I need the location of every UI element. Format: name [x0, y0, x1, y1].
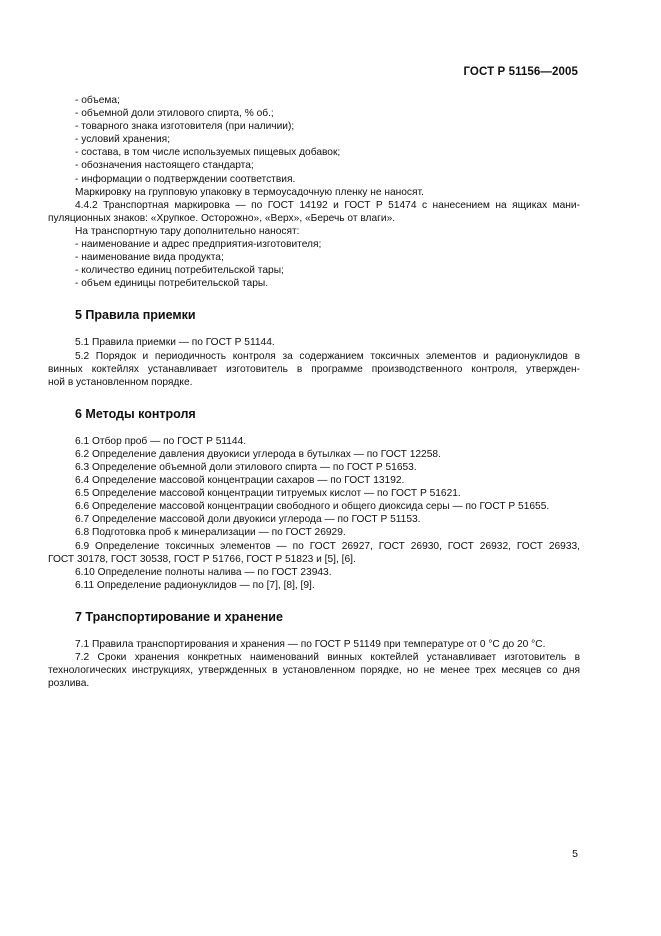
method-item: 6.4 Определение массовой концентрации сахаров — по ГОСТ 13192.: [75, 475, 405, 487]
paragraph-group-pack: Маркировку на групповую упаковку в термоусадочную пленку не наносят.: [75, 186, 424, 198]
method-item: 6.3 Определение объемной доли этилового спирта — по ГОСТ Р 51653.: [75, 461, 417, 473]
list-item: - количество единиц потребительской тары;: [75, 265, 284, 277]
list-item: - наименование и адрес предприятия-изготовителя;: [75, 239, 322, 251]
paragraph-transport-intro: На транспортную тару дополнительно наносят:: [75, 225, 300, 237]
paragraph-7-2-line3: розлива.: [48, 678, 90, 690]
list-item: - наименование вида продукта;: [75, 252, 224, 264]
paragraph-7-2-line2: технологических инструкциях, утвержденных в установленном порядке, но не менее трех месяцев со дня: [48, 665, 580, 677]
method-item: 6.8 Подготовка проб к минерализации — по ГОСТ 26929.: [75, 527, 346, 539]
paragraph-4-4-2-line1: 4.4.2 Транспортная маркировка — по ГОСТ 14192 и ГОСТ Р 51474 с нанесением на ящиках мани-: [75, 199, 580, 211]
method-item: 6.7 Определение массовой доли двуокиси углерода — по ГОСТ Р 51153.: [75, 514, 421, 526]
section-6-heading: 6 Методы контроля: [75, 406, 196, 421]
paragraph-4-4-2-line2: пуляционных знаков: «Хрупкое. Осторожно», «Верх», «Беречь от влаги».: [48, 212, 396, 224]
section-5-heading: 5 Правила приемки: [75, 308, 196, 323]
page-number: 5: [572, 848, 578, 860]
list-item: - состава, в том числе используемых пищевых добавок;: [75, 147, 341, 159]
list-item: - обозначения настоящего стандарта;: [75, 160, 254, 172]
paragraph-7-2-line1: 7.2 Сроки хранения конкретных наименований винных коктейлей устанавливает изготовитель в: [75, 652, 580, 663]
method-item: 6.6 Определение массовой концентрации свободного и общего диоксида серы — по ГОСТ Р 51655.: [75, 501, 550, 513]
paragraph-6-9-line2: ГОСТ 30178, ГОСТ 30538, ГОСТ Р 51766, ГОСТ Р 51823 и [5], [6].: [48, 553, 356, 565]
transport-list: [48, 238, 580, 290]
document-header-id: ГОСТ Р 51156—2005: [463, 66, 578, 78]
method-item: 6.1 Отбор проб — по ГОСТ Р 51144.: [75, 435, 247, 447]
list-item: - объем единицы потребительской тары.: [75, 278, 269, 290]
paragraph-6-10: 6.10 Определение полноты налива — по ГОСТ 23943.: [75, 566, 332, 578]
list-item: - объемной доли этилового спирта, % об.;: [75, 108, 274, 120]
method-item: 6.5 Определение массовой концентрации титруемых кислот — по ГОСТ Р 51621.: [75, 488, 461, 500]
list-item: - объема;: [75, 95, 120, 106]
section-7-heading: 7 Транспортирование и хранение: [75, 609, 283, 624]
paragraph-5-2-line3: ной в установленном порядке.: [48, 376, 193, 388]
paragraph-5-1: 5.1 Правила приемки — по ГОСТ Р 51144.: [75, 337, 275, 349]
labeling-list: [48, 94, 580, 186]
paragraph-6-11: 6.11 Определение радионуклидов — по [7], [8], [9].: [75, 579, 315, 591]
paragraph-5-2-line1: 5.2 Порядок и периодичность контроля за содержанием токсичных элементов и радионуклидов в: [75, 350, 580, 362]
list-item: - информации о подтверждении соответствия.: [75, 173, 296, 185]
document-body: [48, 94, 580, 690]
method-item: 6.2 Определение давления двуокиси углерода в бутылках — по ГОСТ 12258.: [75, 448, 441, 460]
paragraph-6-9-line1: 6.9 Определение токсичных элементов — по ГОСТ 26927, ГОСТ 26930, ГОСТ 26932, ГОСТ 26933,: [75, 540, 580, 552]
paragraph-5-2-line2: винных коктейлях устанавливает изготовитель в программе производственного контроля, утвержден-: [48, 363, 580, 375]
paragraph-7-1: 7.1 Правила транспортирования и хранения — по ГОСТ Р 51149 при температуре от 0 °С до 20 °С.: [75, 638, 546, 650]
list-item: - условий хранения;: [75, 134, 171, 146]
list-item: - товарного знака изготовителя (при наличии);: [75, 121, 295, 133]
